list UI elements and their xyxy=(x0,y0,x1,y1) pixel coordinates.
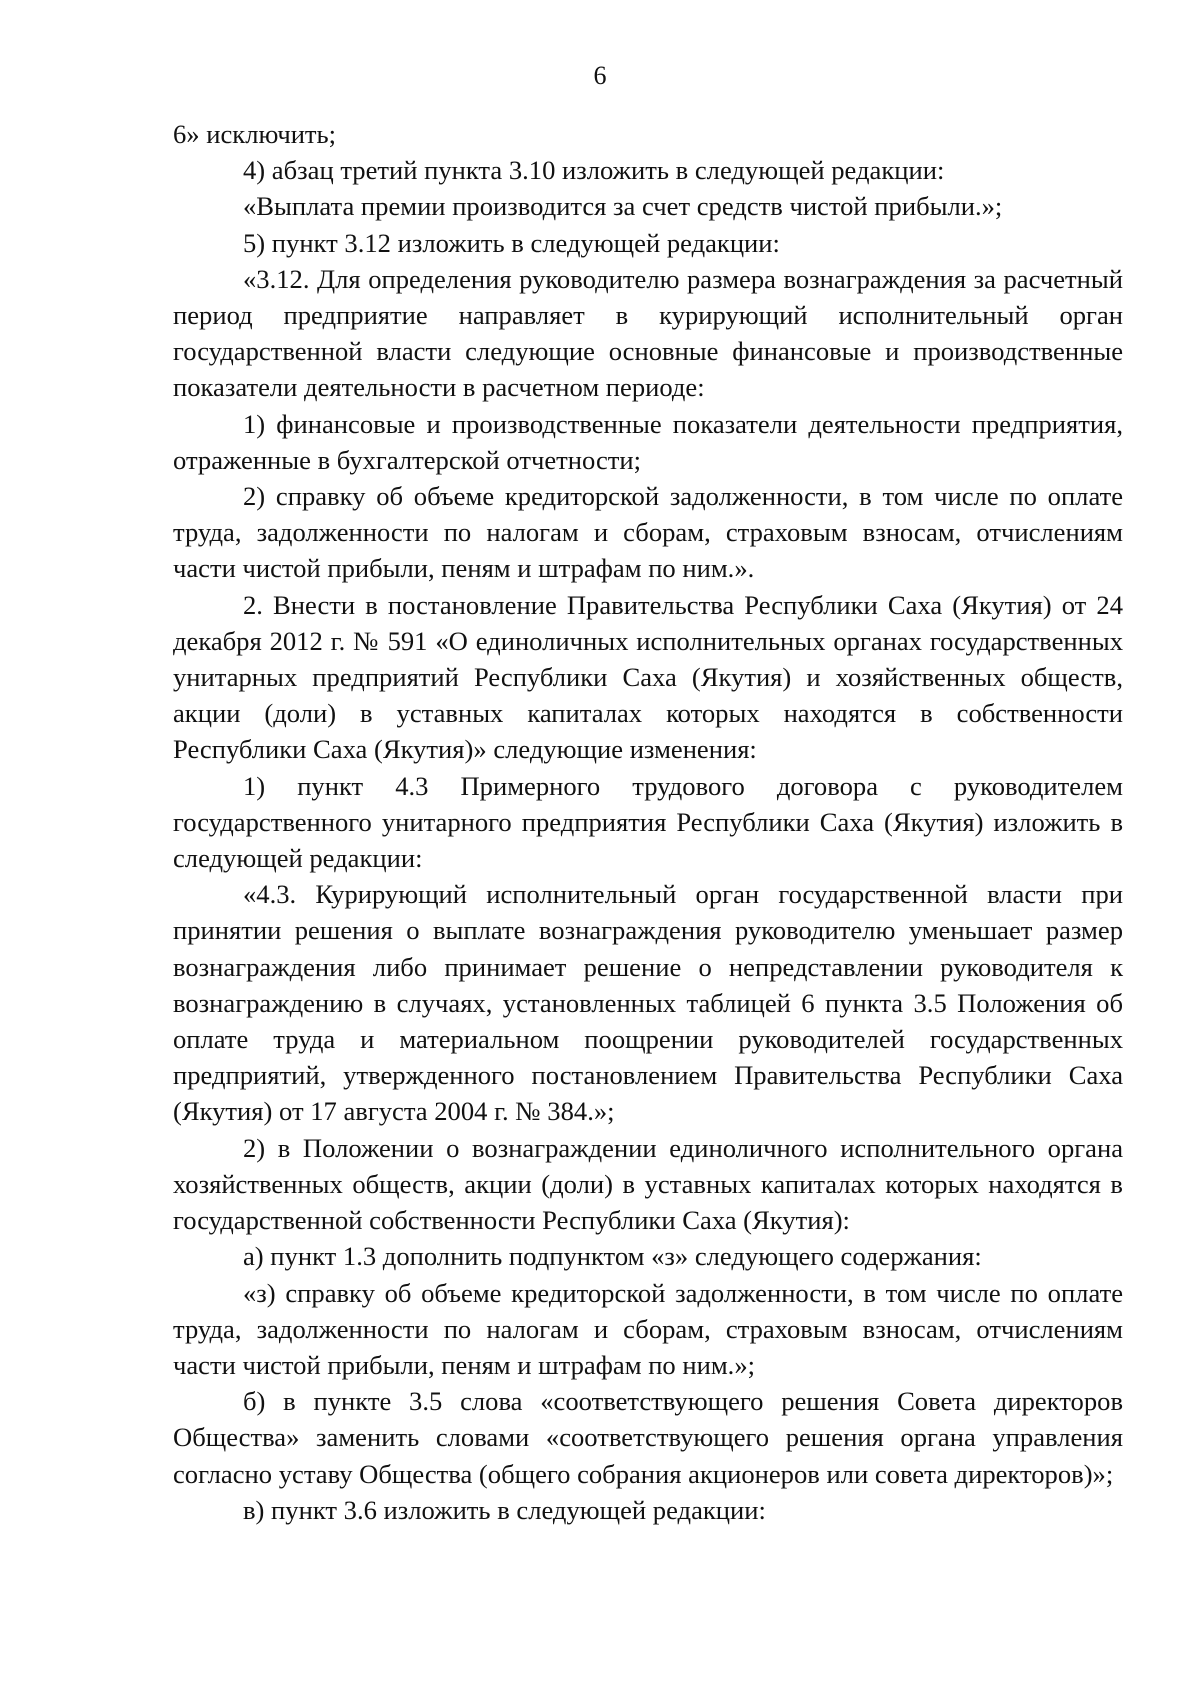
paragraph-7: 2) справку об объеме кредиторской задолженности, в том числе по оплате труда, задолженности по налогам и сборам, страховым взносам, отчислениям части чистой прибыли, пеням и штрафам по ним.». xyxy=(173,481,1123,584)
paragraph-2: 4) абзац третий пункта 3.10 изложить в следующей редакции: xyxy=(243,155,945,186)
paragraph-13: «з) справку об объеме кредиторской задолженности, в том числе по оплате труда, задолженности по налогам и сборам, страховым взносам, отчислениям части чистой прибыли, пеням и штрафам по ним.»; xyxy=(173,1277,1123,1380)
paragraph-4: 5) пункт 3.12 изложить в следующей редакции: xyxy=(243,227,780,258)
paragraph-1: 6» исключить; xyxy=(173,119,337,149)
page-number: 6 xyxy=(593,61,607,90)
paragraph-9: 1) пункт 4.3 Примерного трудового договора с руководителем государственного унитарного предприятия Республики Саха (Якутия) изложить в следующей редакции: xyxy=(173,770,1123,874)
paragraph-10: «4.3. Курирующий исполнительный орган государственной власти при принятии решения о выплате вознаграждения руководителю уменьшает размер вознаграждения либо принимает решение о непредставлении руководителя к вознаграждению в случаях, установленных таблицей 6 пункта 3.5 Положения об оплате труда и материальном поощрении руководителей государственных предприятий, утвержденного постановлением Правительства Республики Саха (Якутия) от 17 августа 2004 г. № 384.»; xyxy=(173,879,1123,1127)
paragraph-6: 1) финансовые и производственные показатели деятельности предприятия, отраженные в бухгалтерской отчетности; xyxy=(173,408,1123,475)
paragraph-12: а) пункт 1.3 дополнить подпунктом «з» следующего содержания: xyxy=(243,1241,982,1272)
paragraph-11: 2) в Положении о вознаграждении единоличного исполнительного органа хозяйственных обществ, акции (доли) в уставных капиталах которых находятся в государственной собственности Республики Саха (Якутия): xyxy=(173,1132,1123,1236)
paragraph-3: «Выплата премии производится за счет средств чистой прибыли.»; xyxy=(243,191,1003,222)
document-body xyxy=(173,116,1123,1528)
paragraph-14: б) в пункте 3.5 слова «соответствующего решения Совета директоров Общества» заменить словами «соответствующего решения органа управления согласно уставу Общества (общего собрания акционеров или совета директоров)»; xyxy=(173,1386,1123,1489)
paragraph-15: в) пункт 3.6 изложить в следующей редакции: xyxy=(243,1494,766,1525)
paragraph-5: «3.12. Для определения руководителю размера вознаграждения за расчетный период предприятие направляет в курирующий исполнительный орган государственной власти следующие основные финансовые и производственные показатели деятельности в расчетном периоде: xyxy=(173,263,1123,403)
paragraph-8: 2. Внести в постановление Правительства Республики Саха (Якутия) от 24 декабря 2012 г. № 591 «О единоличных исполнительных органах государственных унитарных предприятий Республики Саха (Якутия) и хозяйственных обществ, акции (доли) в уставных капиталах которых находятся в собственности Республики Саха (Якутия)» следующие изменения: xyxy=(173,589,1123,765)
